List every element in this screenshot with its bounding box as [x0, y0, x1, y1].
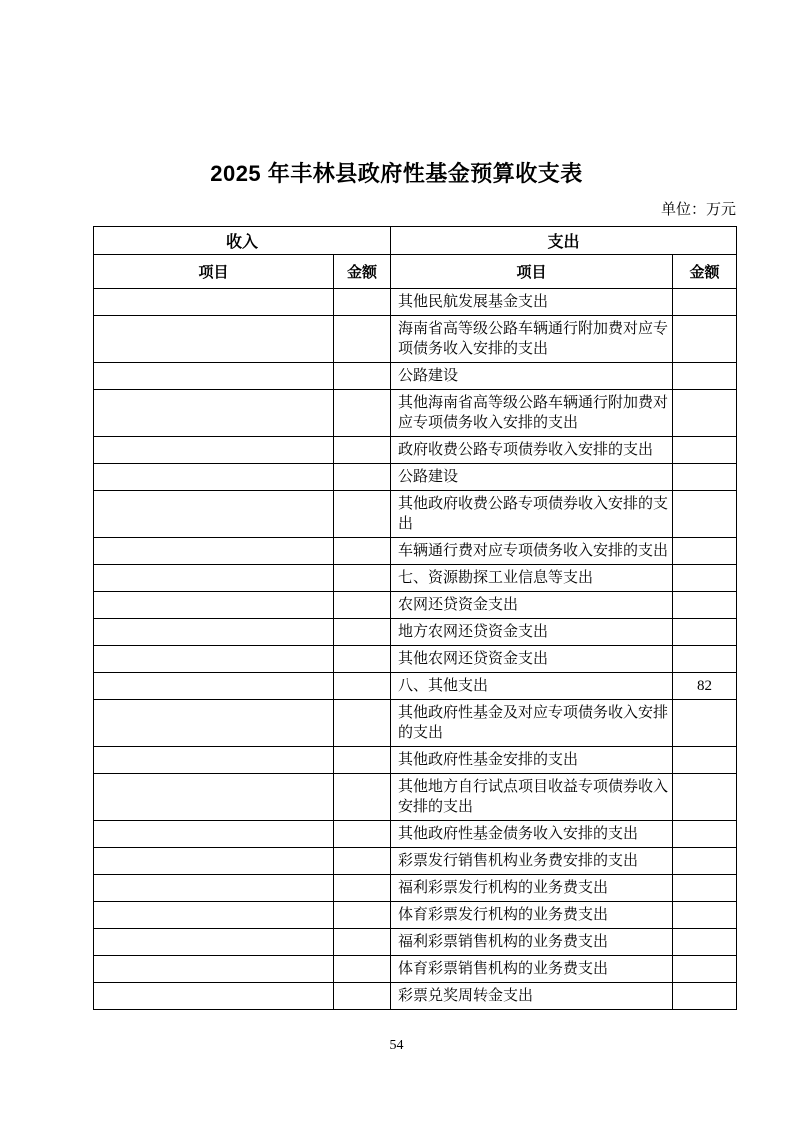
income-item-cell — [94, 747, 334, 774]
expense-amount-cell — [673, 646, 737, 673]
income-amount-cell — [334, 491, 391, 538]
income-item-cell — [94, 774, 334, 821]
income-amount-cell — [334, 983, 391, 1010]
table-row — [94, 929, 737, 956]
expense-amount-cell — [673, 464, 737, 491]
expense-item-cell: 海南省高等级公路车辆通行附加费对应专项债务收入安排的支出 — [391, 316, 673, 363]
income-item-cell — [94, 875, 334, 902]
income-amount-cell — [334, 929, 391, 956]
income-amount-cell — [334, 538, 391, 565]
page-title: 2025 年丰林县政府性基金预算收支表 — [210, 161, 583, 186]
table-row — [94, 538, 737, 565]
income-amount-cell — [334, 848, 391, 875]
expense-amount-cell — [673, 289, 737, 316]
expense-item-cell: 体育彩票发行机构的业务费支出 — [391, 902, 673, 929]
table-row — [94, 902, 737, 929]
expense-item-cell: 彩票兑奖周转金支出 — [391, 983, 673, 1010]
income-amount-cell — [334, 774, 391, 821]
expense-item-cell: 其他民航发展基金支出 — [391, 289, 673, 316]
income-item-cell — [94, 848, 334, 875]
table-row — [94, 875, 737, 902]
table-row — [94, 774, 737, 821]
expense-item-cell: 彩票发行销售机构业务费安排的支出 — [391, 848, 673, 875]
table-row — [94, 316, 737, 363]
income-amount-cell — [334, 363, 391, 390]
income-item-cell — [94, 673, 334, 700]
income-item-cell — [94, 538, 334, 565]
income-item-cell — [94, 289, 334, 316]
table-row — [94, 390, 737, 437]
expense-item-cell: 福利彩票销售机构的业务费支出 — [391, 929, 673, 956]
income-amount-column-header: 金额 — [334, 255, 391, 289]
expense-item-cell: 政府收费公路专项债券收入安排的支出 — [391, 437, 673, 464]
expense-item-cell: 体育彩票销售机构的业务费支出 — [391, 956, 673, 983]
expense-item-cell: 其他海南省高等级公路车辆通行附加费对应专项债务收入安排的支出 — [391, 390, 673, 437]
expense-item-cell: 福利彩票发行机构的业务费支出 — [391, 875, 673, 902]
income-item-cell — [94, 956, 334, 983]
table-body — [94, 289, 737, 1010]
expense-item-cell: 七、资源勘探工业信息等支出 — [391, 565, 673, 592]
expense-amount-cell — [673, 491, 737, 538]
expense-amount-cell — [673, 390, 737, 437]
table-row — [94, 289, 737, 316]
expense-amount-cell — [673, 700, 737, 747]
section-header-row — [94, 227, 737, 255]
expense-item-cell: 地方农网还贷资金支出 — [391, 619, 673, 646]
expense-item-cell: 农网还贷资金支出 — [391, 592, 673, 619]
expense-amount-cell — [673, 619, 737, 646]
expense-amount-cell — [673, 983, 737, 1010]
income-item-cell — [94, 646, 334, 673]
income-amount-cell — [334, 316, 391, 363]
expense-item-cell: 车辆通行费对应专项债务收入安排的支出 — [391, 538, 673, 565]
expense-item-cell: 其他政府性基金及对应专项债务收入安排的支出 — [391, 700, 673, 747]
income-amount-cell — [334, 902, 391, 929]
expense-item-cell: 其他政府收费公路专项债券收入安排的支出 — [391, 491, 673, 538]
expense-amount-cell — [673, 747, 737, 774]
table-row — [94, 983, 737, 1010]
table-row — [94, 848, 737, 875]
income-amount-cell — [334, 700, 391, 747]
expense-item-cell: 其他地方自行试点项目收益专项债券收入安排的支出 — [391, 774, 673, 821]
income-amount-cell — [334, 289, 391, 316]
expense-amount-column-header: 金额 — [673, 255, 737, 289]
income-amount-cell — [334, 390, 391, 437]
expense-amount-cell — [673, 875, 737, 902]
income-amount-cell — [334, 875, 391, 902]
income-amount-cell — [334, 464, 391, 491]
expense-amount-cell — [673, 363, 737, 390]
expense-amount-cell — [673, 902, 737, 929]
income-amount-cell — [334, 619, 391, 646]
expense-item-cell: 公路建设 — [391, 464, 673, 491]
income-item-cell — [94, 902, 334, 929]
expense-item-cell: 其他政府性基金安排的支出 — [391, 747, 673, 774]
expense-amount-cell — [673, 956, 737, 983]
expense-item-cell: 公路建设 — [391, 363, 673, 390]
budget-table — [93, 226, 737, 1010]
income-item-cell — [94, 983, 334, 1010]
income-item-cell — [94, 929, 334, 956]
income-item-column-header: 项目 — [94, 255, 334, 289]
income-item-cell — [94, 821, 334, 848]
income-item-cell — [94, 316, 334, 363]
income-amount-cell — [334, 592, 391, 619]
income-amount-cell — [334, 956, 391, 983]
table-row — [94, 821, 737, 848]
unit-label: 单位：万元 — [660, 202, 736, 218]
expense-amount-cell: 82 — [673, 673, 737, 700]
income-item-cell — [94, 592, 334, 619]
income-amount-cell — [334, 747, 391, 774]
table-row — [94, 491, 737, 538]
expense-item-cell: 其他政府性基金债务收入安排的支出 — [391, 821, 673, 848]
expense-amount-cell — [673, 437, 737, 464]
income-item-cell — [94, 437, 334, 464]
expense-amount-cell — [673, 538, 737, 565]
expense-item-cell: 其他农网还贷资金支出 — [391, 646, 673, 673]
expense-section-header: 支出 — [391, 227, 737, 255]
income-section-header: 收入 — [94, 227, 391, 255]
expense-item-cell: 八、其他支出 — [391, 673, 673, 700]
table-row — [94, 437, 737, 464]
expense-amount-cell — [673, 565, 737, 592]
expense-amount-cell — [673, 821, 737, 848]
table-row — [94, 619, 737, 646]
income-amount-cell — [334, 437, 391, 464]
expense-amount-cell — [673, 848, 737, 875]
income-item-cell — [94, 700, 334, 747]
income-amount-cell — [334, 646, 391, 673]
income-item-cell — [94, 565, 334, 592]
table-row — [94, 646, 737, 673]
expense-amount-cell — [673, 592, 737, 619]
income-item-cell — [94, 619, 334, 646]
table-row — [94, 956, 737, 983]
table-row — [94, 747, 737, 774]
column-header-row — [94, 255, 737, 289]
expense-amount-cell — [673, 929, 737, 956]
table-row — [94, 565, 737, 592]
income-item-cell — [94, 464, 334, 491]
page-number: 54 — [389, 1038, 404, 1053]
income-item-cell — [94, 363, 334, 390]
income-item-cell — [94, 491, 334, 538]
expense-amount-cell — [673, 774, 737, 821]
income-item-cell — [94, 390, 334, 437]
table-row — [94, 592, 737, 619]
table-row — [94, 700, 737, 747]
expense-item-column-header: 项目 — [391, 255, 673, 289]
table-row — [94, 363, 737, 390]
income-amount-cell — [334, 821, 391, 848]
income-amount-cell — [334, 673, 391, 700]
table-row — [94, 673, 737, 700]
table-row — [94, 464, 737, 491]
expense-amount-cell — [673, 316, 737, 363]
income-amount-cell — [334, 565, 391, 592]
